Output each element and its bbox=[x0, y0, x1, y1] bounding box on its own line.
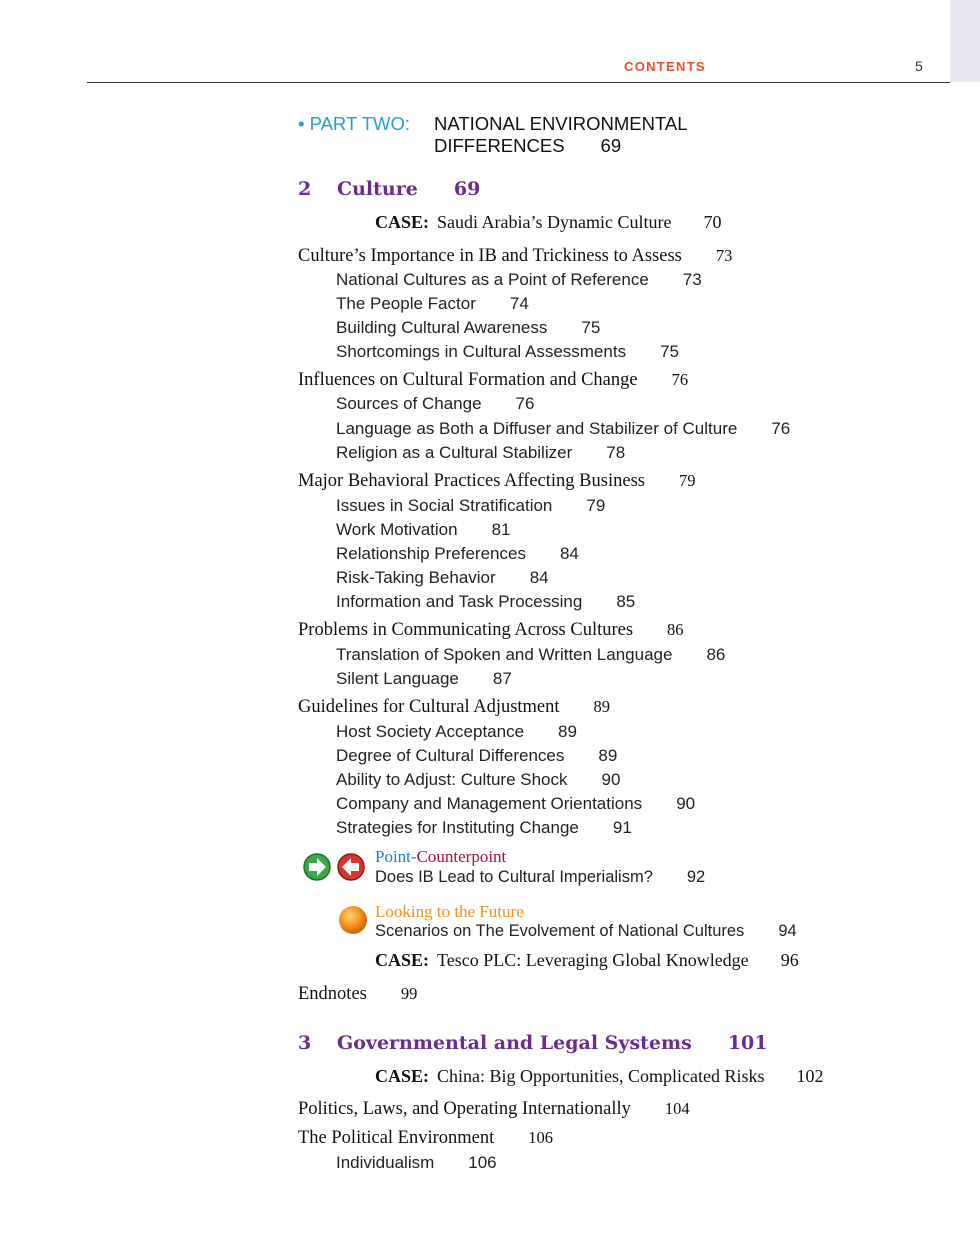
case-page: 70 bbox=[703, 212, 722, 232]
case-entry[interactable] bbox=[375, 213, 721, 231]
subsection-title: Sources of Change bbox=[336, 394, 482, 413]
part-page: 69 bbox=[600, 135, 622, 156]
subsection-page: 89 bbox=[558, 722, 577, 741]
toc-section[interactable] bbox=[298, 1100, 690, 1119]
subsection-title: Company and Management Orientations bbox=[336, 794, 643, 813]
page-number: 5 bbox=[915, 58, 923, 74]
toc-subsection[interactable] bbox=[336, 521, 510, 538]
subsection-title: The People Factor bbox=[336, 294, 476, 313]
endnotes-title: Endnotes bbox=[298, 984, 367, 1004]
endnotes-entry[interactable] bbox=[298, 985, 417, 1004]
subsection-page: 86 bbox=[706, 645, 726, 664]
chapter-number: 3 bbox=[298, 1032, 312, 1054]
section-title: Guidelines for Cultural Adjustment bbox=[298, 697, 560, 717]
case-entry[interactable] bbox=[375, 1067, 824, 1085]
section-page: 89 bbox=[593, 697, 611, 716]
feature-page: 92 bbox=[686, 868, 706, 886]
section-title: Culture’s Importance in IB and Trickiness to Assess bbox=[298, 246, 682, 266]
subsection-page: 81 bbox=[491, 520, 511, 539]
subsection-page: 85 bbox=[616, 592, 636, 611]
case-label: CASE: bbox=[375, 212, 430, 232]
page-edge-tab bbox=[950, 0, 980, 82]
feature-page: 94 bbox=[778, 922, 797, 940]
section-page: 106 bbox=[528, 1128, 554, 1147]
toc-subsection[interactable] bbox=[336, 545, 579, 562]
toc-subsection[interactable] bbox=[336, 670, 512, 687]
header-rule bbox=[87, 82, 950, 83]
section-title: Politics, Laws, and Operating Internationally bbox=[298, 1099, 631, 1119]
section-page: 79 bbox=[678, 471, 696, 490]
subsection-page: 90 bbox=[676, 794, 696, 813]
section-page: 86 bbox=[667, 620, 684, 639]
section-page: 104 bbox=[664, 1099, 690, 1118]
subsection-page: 76 bbox=[771, 419, 791, 438]
counterpoint-label: Counterpoint bbox=[416, 847, 507, 866]
part-label bbox=[298, 115, 410, 134]
subsection-page: 89 bbox=[598, 746, 618, 765]
running-head: CONTENTS bbox=[624, 59, 706, 74]
subsection-title: Individualism bbox=[336, 1153, 435, 1172]
toc-subsection[interactable] bbox=[336, 497, 605, 514]
subsection-page: 91 bbox=[612, 818, 632, 837]
toc-subsection[interactable] bbox=[336, 723, 577, 740]
case-entry[interactable] bbox=[375, 951, 799, 969]
toc-subsection[interactable] bbox=[336, 819, 632, 836]
subsection-title: Ability to Adjust: Culture Shock bbox=[336, 770, 568, 789]
subsection-page: 84 bbox=[559, 544, 579, 563]
subsection-page: 87 bbox=[492, 669, 512, 688]
chapter-3-heading[interactable] bbox=[298, 1034, 767, 1053]
toc-subsection[interactable] bbox=[336, 593, 635, 610]
case-label: CASE: bbox=[375, 1066, 430, 1086]
case-label: CASE: bbox=[375, 950, 430, 970]
subsection-page: 73 bbox=[682, 270, 702, 289]
toc-subsection[interactable] bbox=[336, 420, 790, 437]
subsection-page: 90 bbox=[601, 770, 621, 789]
subsection-page: 75 bbox=[660, 342, 679, 361]
toc-section[interactable] bbox=[298, 698, 610, 717]
toc-subsection[interactable] bbox=[336, 646, 725, 663]
subsection-title: Degree of Cultural Differences bbox=[336, 746, 565, 765]
toc-subsection[interactable] bbox=[336, 271, 702, 288]
section-title: Influences on Cultural Formation and Change bbox=[298, 370, 638, 390]
chapter-page: 101 bbox=[727, 1032, 768, 1054]
subsection-title: Religion as a Cultural Stabilizer bbox=[336, 443, 573, 462]
feature-text: Scenarios on The Evolvement of National Cultures bbox=[375, 922, 745, 940]
subsection-title: Issues in Social Stratification bbox=[336, 496, 553, 515]
subsection-title: Translation of Spoken and Written Language bbox=[336, 645, 673, 664]
case-title: Saudi Arabia’s Dynamic Culture bbox=[437, 212, 672, 232]
subsection-title: National Cultures as a Point of Reference bbox=[336, 270, 649, 289]
subsection-title: Building Cultural Awareness bbox=[336, 318, 548, 337]
chapter-page: 69 bbox=[453, 178, 481, 200]
part-title-line1: NATIONAL ENVIRONMENTAL bbox=[434, 113, 688, 134]
toc-subsection[interactable] bbox=[336, 395, 534, 412]
toc-subsection[interactable] bbox=[336, 747, 617, 764]
chapter-title: Governmental and Legal Systems bbox=[337, 1032, 692, 1054]
part-title-text: DIFFERENCES bbox=[434, 135, 565, 156]
point-counterpoint-entry[interactable] bbox=[375, 869, 705, 886]
subsection-title: Strategies for Instituting Change bbox=[336, 818, 579, 837]
subsection-page: 75 bbox=[581, 318, 601, 337]
feature-text: Does IB Lead to Cultural Imperialism? bbox=[375, 868, 653, 886]
section-title: Problems in Communicating Across Cultures bbox=[298, 620, 634, 640]
toc-subsection[interactable] bbox=[336, 1154, 497, 1171]
section-title: Major Behavioral Practices Affecting Business bbox=[298, 471, 645, 491]
subsection-page: 106 bbox=[468, 1153, 497, 1172]
toc-subsection[interactable] bbox=[336, 795, 695, 812]
toc-section[interactable] bbox=[298, 371, 688, 390]
chapter-title: Culture bbox=[337, 178, 418, 200]
subsection-page: 74 bbox=[509, 294, 529, 313]
chapter-number: 2 bbox=[298, 178, 312, 200]
case-title: Tesco PLC: Leveraging Global Knowledge bbox=[437, 950, 749, 970]
looking-future-title: Looking to the Future bbox=[375, 902, 524, 921]
part-bullet: • bbox=[298, 113, 305, 134]
subsection-title: Silent Language bbox=[336, 669, 459, 688]
endnotes-page: 99 bbox=[400, 984, 418, 1003]
toc-subsection[interactable] bbox=[336, 295, 529, 312]
subsection-page: 76 bbox=[515, 394, 535, 413]
point-counterpoint-arrows-icon bbox=[302, 852, 366, 884]
subsection-title: Information and Task Processing bbox=[336, 592, 583, 611]
case-page: 102 bbox=[796, 1066, 824, 1086]
subsection-title: Language as Both a Diffuser and Stabilizer of Culture bbox=[336, 419, 738, 438]
toc-section[interactable] bbox=[298, 621, 684, 640]
toc-subsection[interactable] bbox=[336, 569, 549, 586]
orange-sphere-icon bbox=[337, 904, 369, 936]
subsection-page: 78 bbox=[606, 443, 626, 462]
point-label: Point- bbox=[375, 847, 417, 866]
subsection-title: Relationship Preferences bbox=[336, 544, 526, 563]
subsection-page: 79 bbox=[586, 496, 606, 515]
section-page: 73 bbox=[715, 246, 733, 265]
toc-subsection[interactable] bbox=[336, 771, 620, 788]
toc-section[interactable] bbox=[298, 1129, 553, 1148]
subsection-title: Host Society Acceptance bbox=[336, 722, 525, 741]
point-counterpoint-title bbox=[375, 848, 506, 866]
toc-section[interactable] bbox=[298, 472, 695, 491]
section-page: 76 bbox=[671, 370, 689, 389]
toc-subsection[interactable] bbox=[336, 319, 600, 336]
case-page: 96 bbox=[780, 950, 799, 970]
subsection-title: Risk-Taking Behavior bbox=[336, 568, 496, 587]
toc-subsection[interactable] bbox=[336, 444, 625, 461]
section-title: The Political Environment bbox=[298, 1128, 495, 1148]
subsection-title: Work Motivation bbox=[336, 520, 458, 539]
subsection-page: 84 bbox=[529, 568, 549, 587]
part-label-text: PART TWO: bbox=[309, 113, 411, 134]
toc-section[interactable] bbox=[298, 247, 732, 266]
subsection-title: Shortcomings in Cultural Assessments bbox=[336, 342, 627, 361]
chapter-2-heading[interactable] bbox=[298, 180, 480, 199]
looking-future-entry[interactable] bbox=[375, 923, 797, 940]
case-title: China: Big Opportunities, Complicated Risks bbox=[437, 1066, 765, 1086]
part-title-line2 bbox=[434, 137, 621, 156]
toc-subsection[interactable] bbox=[336, 343, 679, 360]
